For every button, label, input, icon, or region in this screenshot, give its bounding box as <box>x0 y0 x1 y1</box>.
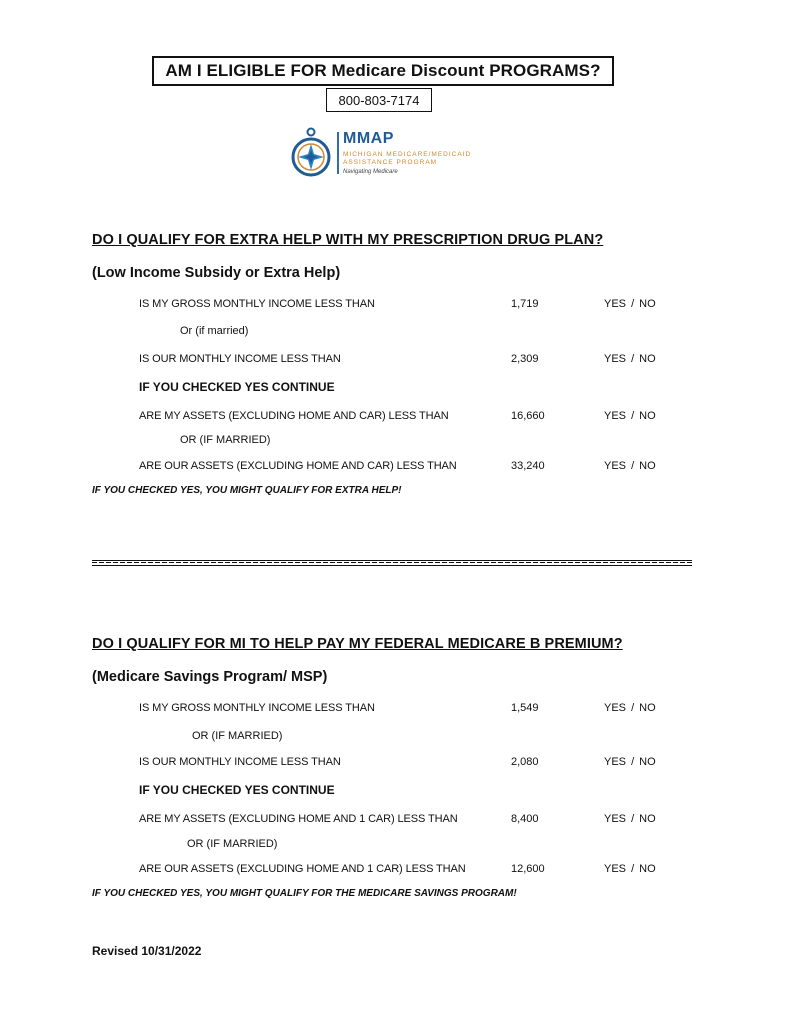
income-amount: 2,309 <box>511 353 539 365</box>
logo-divider <box>337 132 339 174</box>
yes-no-option: YES / NO <box>604 702 656 714</box>
phone-number: 800-803-7174 <box>326 88 432 112</box>
income-amount: 1,719 <box>511 298 539 310</box>
mmap-logo <box>290 126 520 186</box>
assets-amount: 8,400 <box>511 813 539 825</box>
compass-icon <box>290 126 332 182</box>
yes-no-option: YES / NO <box>604 298 656 310</box>
page-title: AM I ELIGIBLE FOR Medicare Discount PROGRAMS? <box>152 56 614 86</box>
assets-amount: 33,240 <box>511 460 545 472</box>
yes-no-option: YES / NO <box>604 353 656 365</box>
section1-heading: DO I QUALIFY FOR EXTRA HELP WITH MY PRESCRIPTION DRUG PLAN? <box>92 232 604 248</box>
section2-subheading: (Medicare Savings Program/ MSP) <box>92 669 328 685</box>
assets-amount: 12,600 <box>511 863 545 875</box>
yes-no-option: YES / NO <box>604 813 656 825</box>
married-note: Or (if married) <box>180 325 249 337</box>
yes-no-option: YES / NO <box>604 460 656 472</box>
married-note: OR (IF MARRIED) <box>187 838 278 850</box>
income-question: IS OUR MONTHLY INCOME LESS THAN <box>139 756 341 768</box>
logo-name: MMAP <box>343 130 394 147</box>
revision-date: Revised 10/31/2022 <box>92 944 202 958</box>
result-note: IF YOU CHECKED YES, YOU MIGHT QUALIFY FOR EXTRA HELP! <box>92 485 402 496</box>
continue-instruction: IF YOU CHECKED YES CONTINUE <box>139 783 335 797</box>
logo-tagline: Navigating Medicare <box>343 169 398 175</box>
assets-amount: 16,660 <box>511 410 545 422</box>
yes-no-option: YES / NO <box>604 410 656 422</box>
income-question: IS MY GROSS MONTHLY INCOME LESS THAN <box>139 702 375 714</box>
yes-no-option: YES / NO <box>604 863 656 875</box>
income-amount: 1,549 <box>511 702 539 714</box>
assets-question: ARE MY ASSETS (EXCLUDING HOME AND CAR) LESS THAN <box>139 410 449 422</box>
logo-subtitle: MICHIGAN MEDICARE/MEDICAID ASSISTANCE PROGRAM <box>343 151 472 166</box>
assets-question: ARE OUR ASSETS (EXCLUDING HOME AND 1 CAR) LESS THAN <box>139 863 466 875</box>
married-note: OR (IF MARRIED) <box>192 730 283 742</box>
section-divider <box>92 560 692 566</box>
income-question: IS MY GROSS MONTHLY INCOME LESS THAN <box>139 298 375 310</box>
continue-instruction: IF YOU CHECKED YES CONTINUE <box>139 380 335 394</box>
assets-question: ARE OUR ASSETS (EXCLUDING HOME AND CAR) LESS THAN <box>139 460 457 472</box>
income-question: IS OUR MONTHLY INCOME LESS THAN <box>139 353 341 365</box>
result-note: IF YOU CHECKED YES, YOU MIGHT QUALIFY FOR THE MEDICARE SAVINGS PROGRAM! <box>92 888 517 899</box>
income-amount: 2,080 <box>511 756 539 768</box>
assets-question: ARE MY ASSETS (EXCLUDING HOME AND 1 CAR) LESS THAN <box>139 813 458 825</box>
section2-heading: DO I QUALIFY FOR MI TO HELP PAY MY FEDERAL MEDICARE B PREMIUM? <box>92 636 623 652</box>
section1-subheading: (Low Income Subsidy or Extra Help) <box>92 265 341 281</box>
yes-no-option: YES / NO <box>604 756 656 768</box>
married-note: OR (IF MARRIED) <box>180 434 271 446</box>
